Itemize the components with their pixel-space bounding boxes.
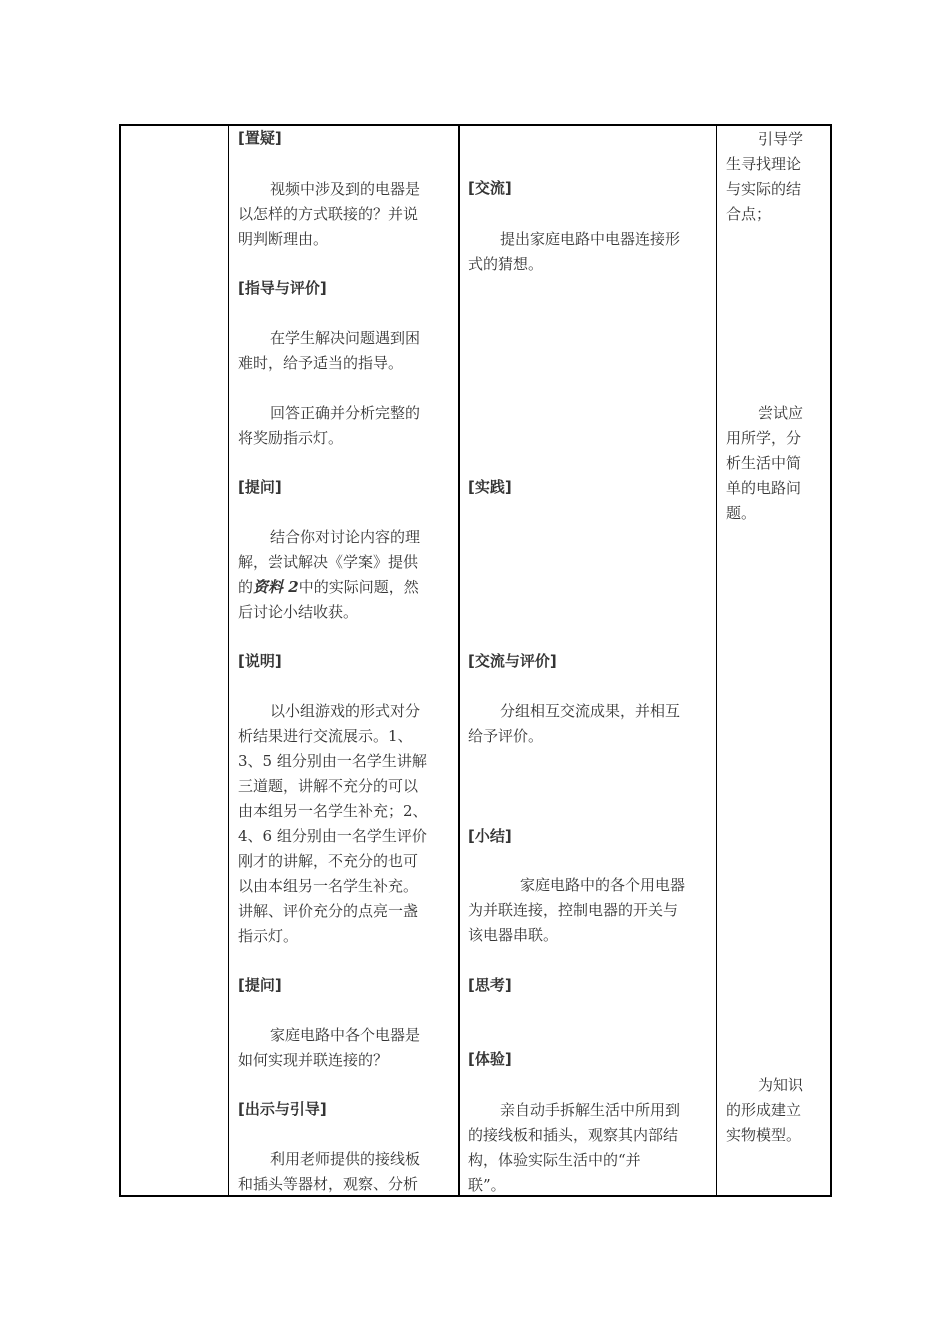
section-heading-shuoming: [说明] bbox=[238, 652, 282, 670]
paragraph-line: 给予评价。 bbox=[468, 727, 544, 745]
section-heading-zhiyi: [置疑] bbox=[238, 129, 282, 147]
design-note-line: 引导学 bbox=[758, 130, 804, 148]
paragraph-line: 三道题，讲解不充分的可以 bbox=[238, 777, 419, 795]
paragraph-line: 明判断理由。 bbox=[238, 230, 329, 248]
paragraph-line: 为并联连接，控制电器的开关与 bbox=[468, 901, 679, 919]
design-note-line: 题。 bbox=[726, 504, 757, 522]
paragraph-line: 视频中涉及到的电器是 bbox=[270, 180, 421, 198]
paragraph-line: 在学生解决问题遇到困 bbox=[270, 329, 421, 347]
paragraph-line: 式的猜想。 bbox=[468, 255, 544, 273]
paragraph-line: 该电器串联。 bbox=[468, 926, 559, 944]
paragraph-line: 以小组游戏的形式对分 bbox=[270, 702, 421, 720]
paragraph-line: 4、6 组分别由一名学生评价 bbox=[238, 827, 427, 845]
design-note-line: 实物模型。 bbox=[726, 1126, 802, 1144]
paragraph-line bbox=[238, 575, 419, 600]
design-note-line: 生寻找理论 bbox=[726, 155, 802, 173]
section-heading-chushi: [出示与引导] bbox=[238, 1100, 327, 1118]
paragraph-line: 讲解、评价充分的点亮一盏 bbox=[238, 902, 419, 920]
paragraph-line: 如何实现并联连接的？ bbox=[238, 1051, 389, 1069]
paragraph-line: 的接线板和插头，观察其内部结 bbox=[468, 1126, 679, 1144]
design-note-line: 与实际的结 bbox=[726, 180, 802, 198]
section-heading-tiwen: [提问] bbox=[238, 478, 282, 496]
paragraph-line: 刚才的讲解，不充分的也可 bbox=[238, 852, 419, 870]
section-heading-jiaoliu-pingjia: [交流与评价] bbox=[468, 652, 557, 670]
paragraph-line: 以由本组另一名学生补充。 bbox=[238, 877, 419, 895]
column-divider bbox=[228, 126, 229, 1195]
paragraph-line: 以怎样的方式联接的？并说 bbox=[238, 205, 419, 223]
paragraph-line: 3、5 组分别由一名学生讲解 bbox=[238, 752, 427, 770]
design-note-line: 的形成建立 bbox=[726, 1101, 802, 1119]
paragraph-line: 家庭电路中各个电器是 bbox=[270, 1026, 421, 1044]
design-note-line: 单的电路问 bbox=[726, 479, 802, 497]
paragraph-line: 后讨论小结收获。 bbox=[238, 603, 359, 621]
paragraph-line: 解，尝试解决《学案》提供 bbox=[238, 553, 419, 571]
paragraph-line: 由本组另一名学生补充；2、 bbox=[238, 802, 428, 820]
column-divider bbox=[716, 126, 717, 1195]
paragraph-line: 回答正确并分析完整的 bbox=[270, 404, 421, 422]
section-heading-tiwen: [提问] bbox=[238, 976, 282, 994]
section-heading-jiaoliu: [交流] bbox=[468, 179, 512, 197]
section-heading-sikao: [思考] bbox=[468, 976, 512, 994]
design-note-line: 尝试应 bbox=[758, 404, 804, 422]
paragraph-line: 家庭电路中的各个用电器 bbox=[520, 876, 686, 894]
section-heading-shijian: [实践] bbox=[468, 478, 512, 496]
text-span: 的 bbox=[238, 578, 254, 596]
paragraph-line: 难时，给予适当的指导。 bbox=[238, 354, 404, 372]
section-heading-tiyan: [体验] bbox=[468, 1050, 512, 1068]
section-heading-xiaojie: [小结] bbox=[468, 827, 512, 845]
paragraph-line: 析结果进行交流展示。1、 bbox=[238, 727, 413, 745]
paragraph-line: 将奖励指示灯。 bbox=[238, 429, 344, 447]
material-reference: 资料 2 bbox=[253, 578, 299, 596]
paragraph-line: 结合你对讨论内容的理 bbox=[270, 528, 421, 546]
paragraph-line: 指示灯。 bbox=[238, 927, 299, 945]
design-note-line: 用所学，分 bbox=[726, 429, 802, 447]
design-note-line: 合点； bbox=[726, 205, 772, 223]
paragraph-line: 构，体验实际生活中的“并 bbox=[468, 1151, 641, 1169]
paragraph-line: 提出家庭电路中电器连接形 bbox=[500, 230, 681, 248]
column-divider bbox=[458, 126, 460, 1195]
paragraph-line: 亲自动手拆解生活中所用到 bbox=[500, 1101, 681, 1119]
paragraph-line: 联”。 bbox=[468, 1176, 506, 1194]
paragraph-line: 和插头等器材，观察、分析 bbox=[238, 1175, 419, 1193]
paragraph-line: 分组相互交流成果，并相互 bbox=[500, 702, 681, 720]
design-note-line: 析生活中简 bbox=[726, 454, 802, 472]
design-note-line: 为知识 bbox=[758, 1076, 804, 1094]
paragraph-line: 利用老师提供的接线板 bbox=[270, 1150, 421, 1168]
section-heading-zhidao: [指导与评价] bbox=[238, 279, 327, 297]
text-span: 中的实际问题，然 bbox=[298, 578, 419, 596]
